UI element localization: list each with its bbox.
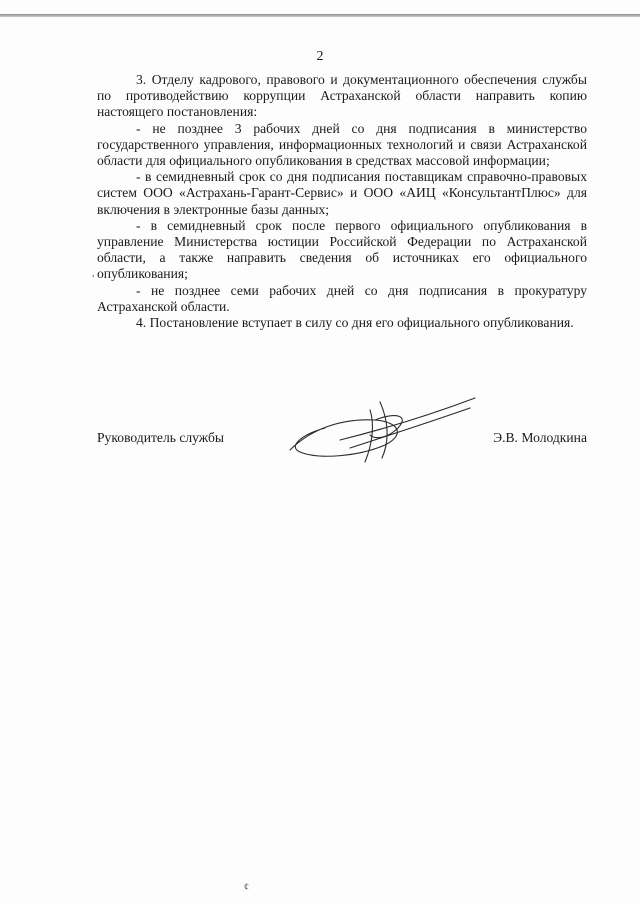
- signer-title: Руководитель службы: [97, 430, 225, 445]
- signature-block: [97, 430, 587, 450]
- paragraph-deadline-ministry: - не позднее 3 рабочих дней со дня подписания в министерство государственного управления, информационных технологий и связи Астраханской области для официального опубликования в средствах массовой информации;: [97, 120, 587, 169]
- paragraph-legal-systems: - в семидневный срок со дня подписания поставщикам справочно-правовых систем ООО «Астрахань-Гарант-Сервис» и ООО «АИЦ «КонсультантПлюс» для включения в электронные базы данных;: [97, 169, 587, 217]
- scan-top-edge: [0, 14, 640, 17]
- signer-name: Э.В. Молодкина: [493, 430, 587, 445]
- scan-speck: ¢: [244, 882, 249, 893]
- page-number: 2: [316, 49, 324, 64]
- paragraph-prosecutor: - не позднее семи рабочих дней со дня подписания в прокуратуру Астраханской области.: [97, 282, 587, 314]
- scan-speck: ,: [92, 268, 95, 279]
- document-body: [97, 72, 587, 331]
- paragraph-item-3: 3. Отделу кадрового, правового и документационного обеспечения службы по противодействию коррупции Астраханской области направить копию настоящего постановления:: [97, 72, 587, 120]
- paragraph-item-4: 4. Постановление вступает в силу со дня его официального опубликования.: [136, 315, 574, 331]
- paragraph-justice-ministry: - в семидневный срок после первого официального опубликования в управление Министерства юстиции Российской Федерации по Астраханской области, а также направить сведения об источниках его официального опубликования;: [97, 217, 587, 282]
